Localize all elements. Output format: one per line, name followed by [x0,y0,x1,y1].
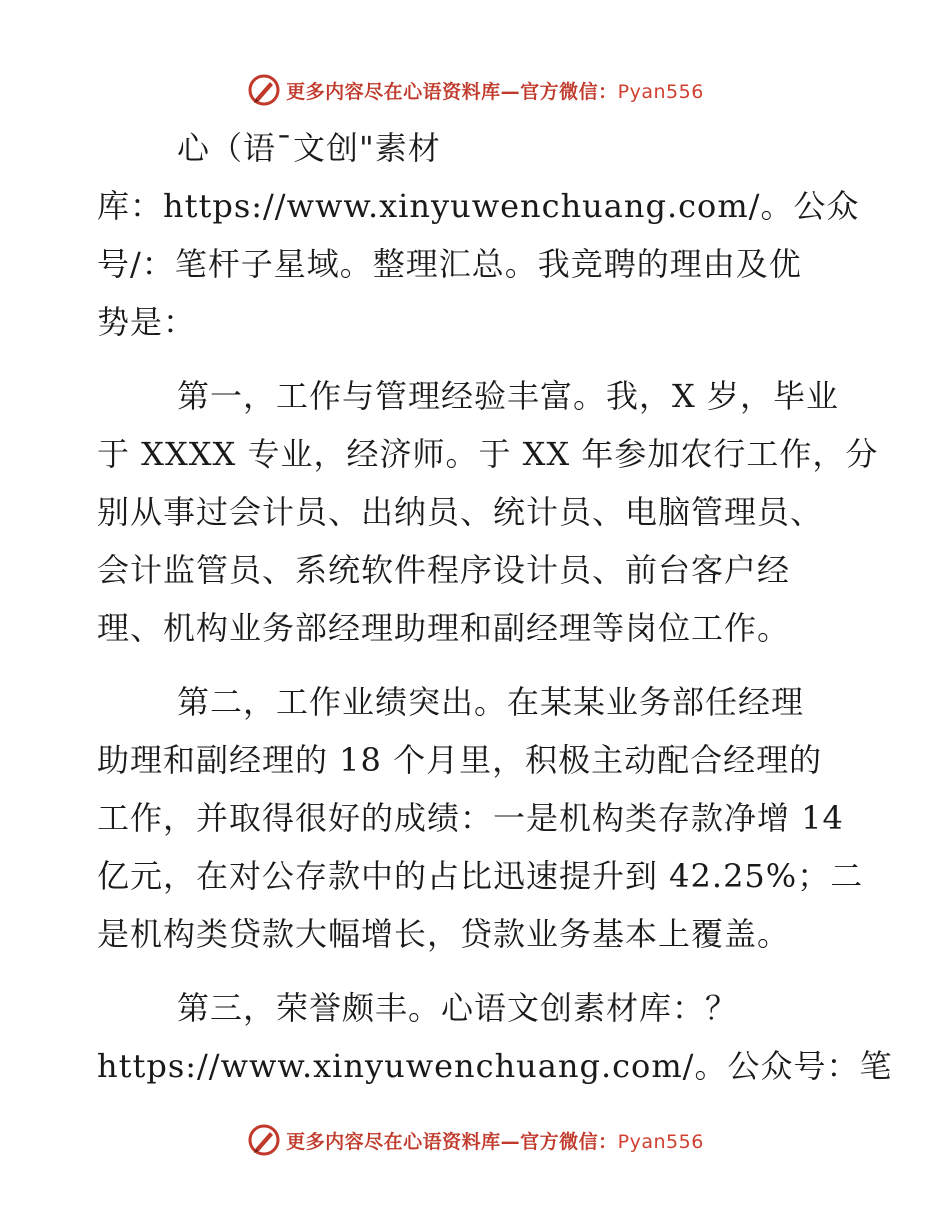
header-watermark-banner [0,70,950,110]
text-line: 势是： [97,303,197,341]
text-line: 第一，工作与管理经验丰富。我，X 岁，毕业 [177,377,839,415]
text-line: 亿元，在对公存款中的占比迅速提升到 42.25%；二 [97,857,864,895]
text-line: 心（语¯文创"素材 [177,129,441,167]
text-line: 库：https://www.xinyuwenchuang.com/。公众 [97,187,860,225]
footer-watermark-text: 更多内容尽在心语资料库—官方微信：Pyan556 [286,1130,704,1153]
pen-logo-icon [246,1122,282,1158]
footer-watermark-banner [0,1120,950,1160]
text-line: https://www.xinyuwenchuang.com/。公众号：笔 [97,1047,893,1085]
text-line: 工作，并取得很好的成绩：一是机构类存款净增 14 [97,799,844,837]
text-line: 第三，荣誉颇丰。心语文创素材库：？ [177,989,739,1027]
text-line: 号/：笔杆子星域。整理汇总。我竞聘的理由及优 [97,245,802,283]
pen-logo-icon [246,72,282,108]
text-line: 会计监管员、系统软件程序设计员、前台客户经 [97,551,791,589]
text-line: 别从事过会计员、出纳员、统计员、电脑管理员、 [97,493,824,531]
text-line: 第二，工作业绩突出。在某某业务部任经理 [177,683,805,721]
text-line: 理、机构业务部经理助理和副经理等岗位工作。 [97,609,791,647]
text-line: 是机构类贷款大幅增长，贷款业务基本上覆盖。 [97,915,791,953]
text-line: 于 XXXX 专业，经济师。于 XX 年参加农行工作，分 [97,435,879,473]
header-watermark-text: 更多内容尽在心语资料库—官方微信：Pyan556 [286,80,704,103]
text-line: 助理和副经理的 18 个月里，积极主动配合经理的 [97,741,823,779]
